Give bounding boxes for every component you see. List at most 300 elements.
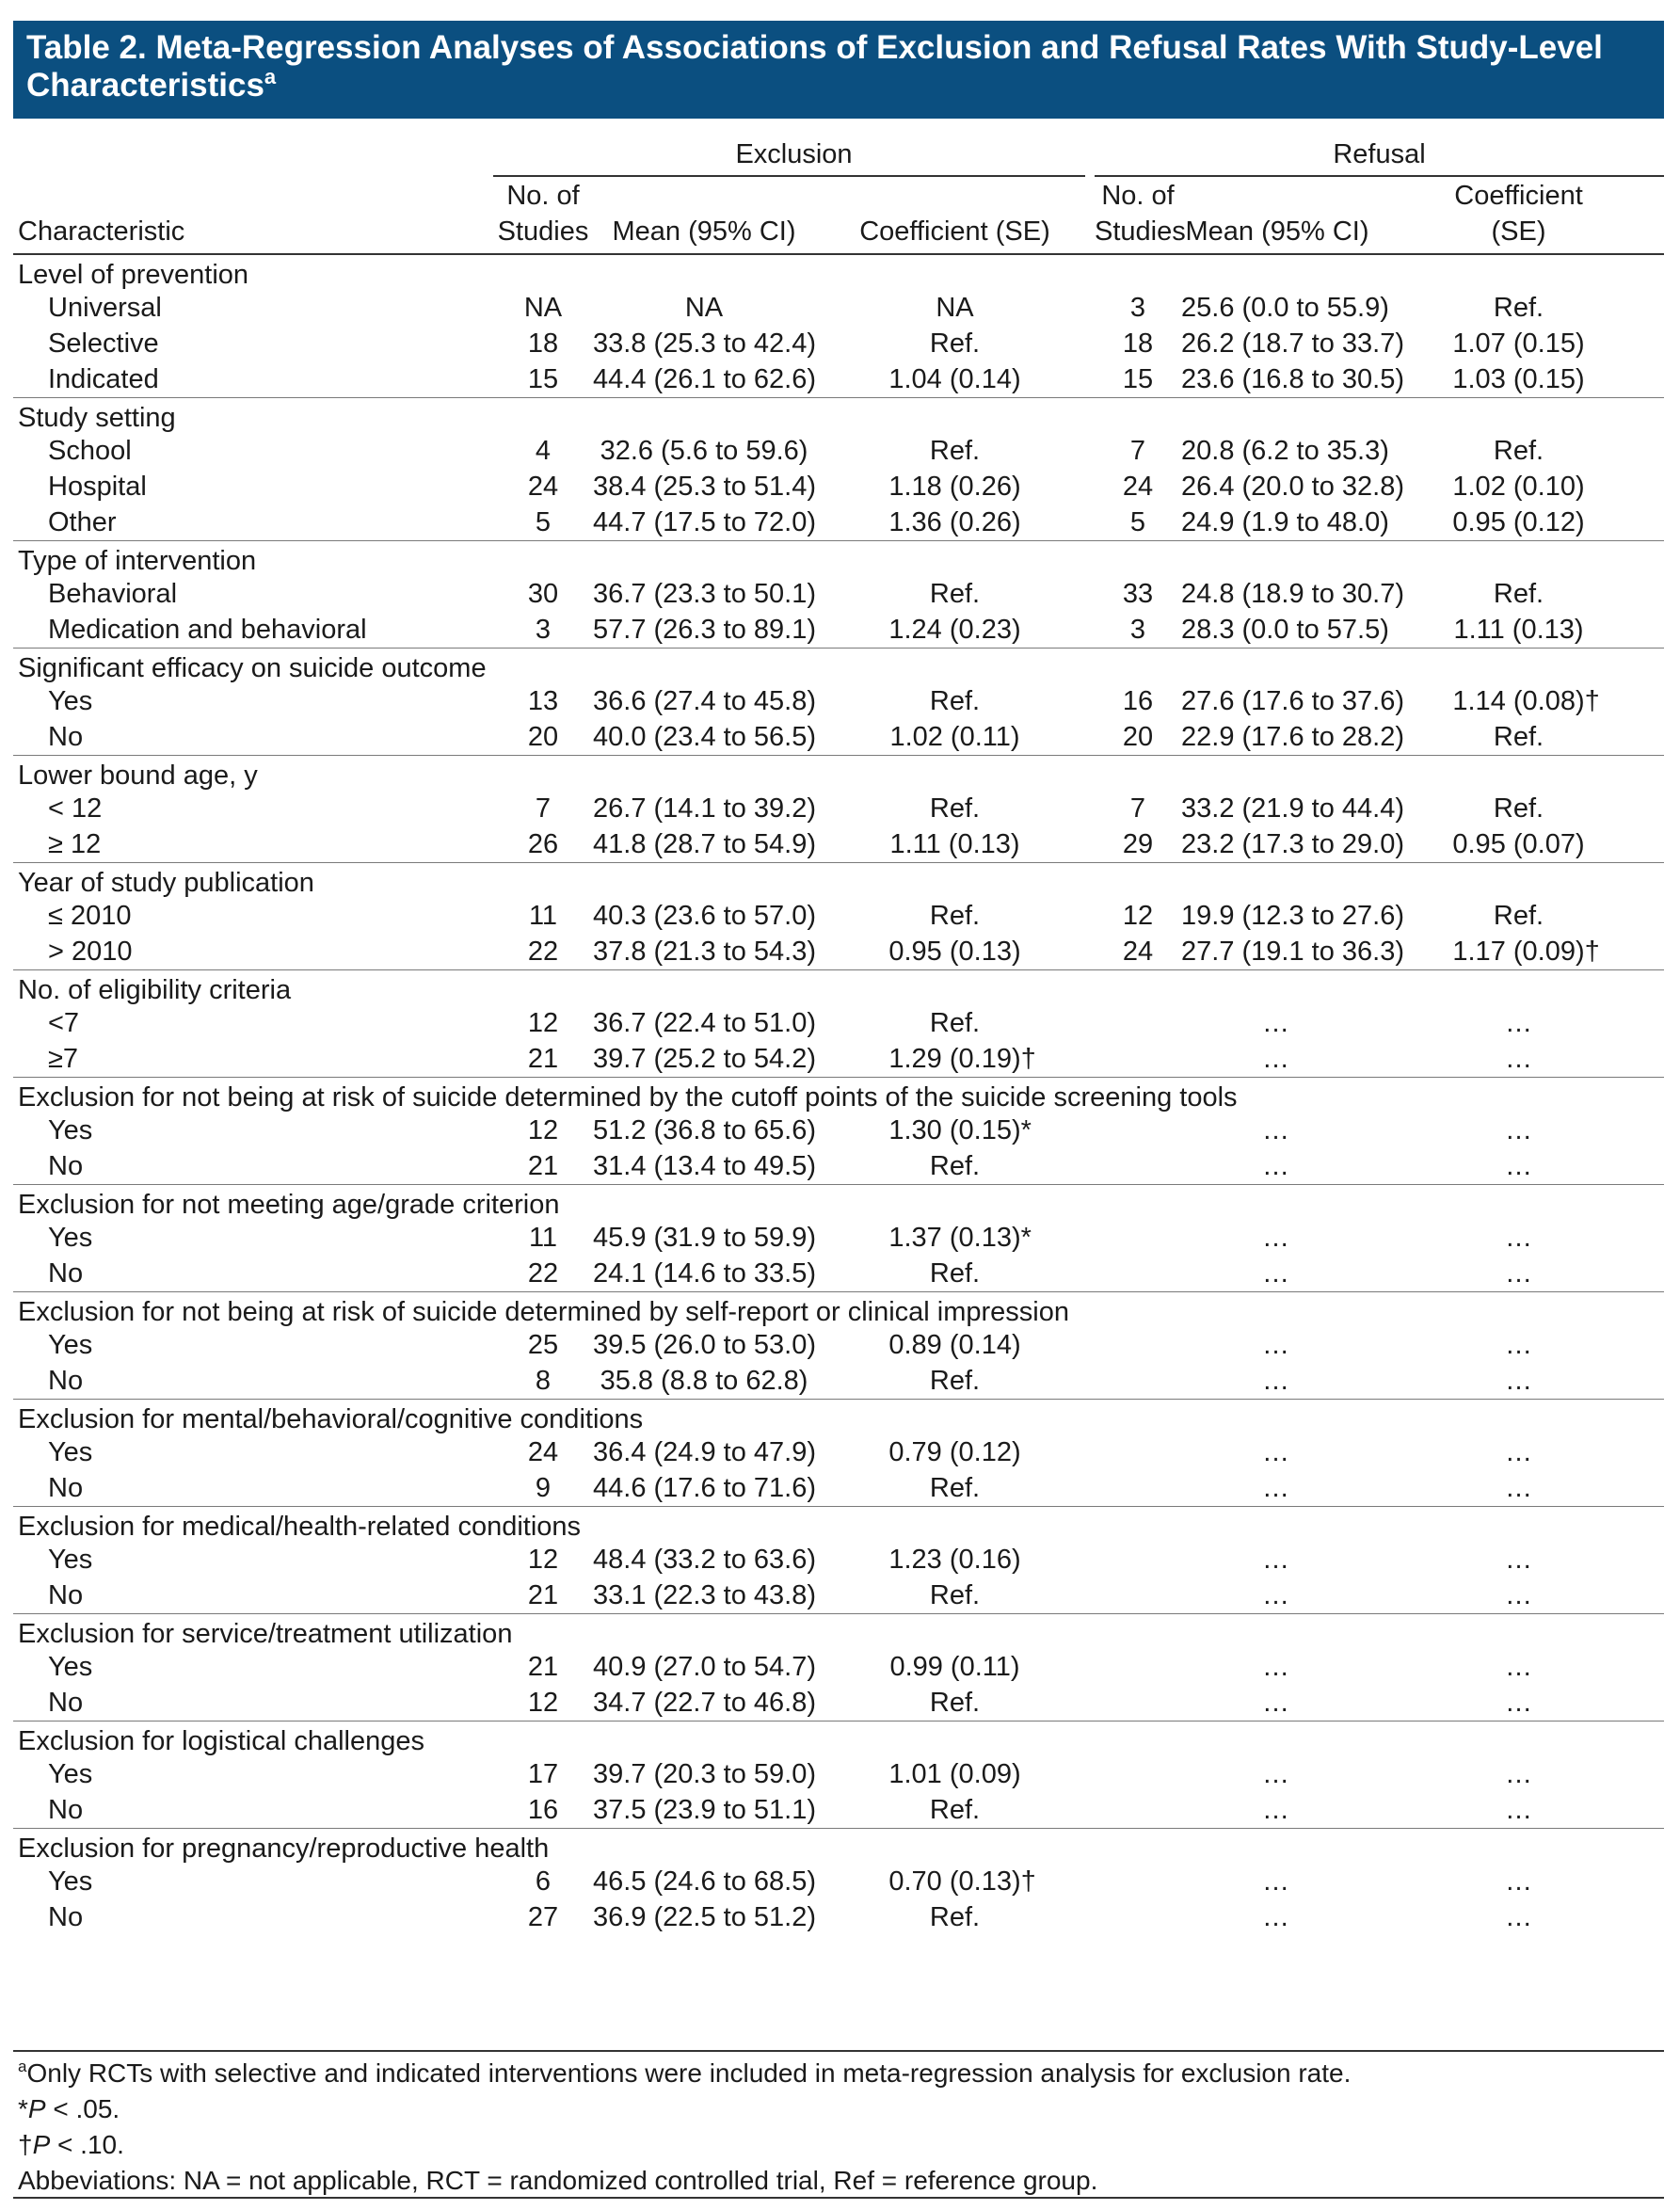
refusal-studies <box>1095 1005 1181 1041</box>
exclusion-mean: 35.8 (8.8 to 62.8) <box>600 1365 808 1396</box>
refusal-coefficient-wrap <box>1494 577 1544 611</box>
exclusion-coefficient-wrap <box>930 792 980 825</box>
refusal-studies <box>1095 1756 1181 1792</box>
table-row <box>13 1005 1664 1041</box>
refusal-coefficient-wrap <box>1505 1328 1532 1362</box>
exclusion-coefficient-wrap <box>930 899 980 933</box>
refusal-mean: 23.6 (16.8 to 30.5) <box>1181 363 1404 394</box>
exclusion-coefficient-value: 1.24 (0.23) <box>888 614 1021 645</box>
exclusion-coefficient-value: NA <box>936 293 974 323</box>
table-row <box>13 290 1664 326</box>
exclusion-studies: 25 <box>527 1330 559 1360</box>
exclusion-coefficient-wrap <box>930 684 980 718</box>
refusal-mean: … <box>1262 1902 1292 1932</box>
footnote-dagger <box>18 2127 1656 2163</box>
row-label: No <box>48 1687 84 1718</box>
refusal-mean: 25.6 (0.0 to 55.9) <box>1181 293 1389 323</box>
refusal-mean: 24.9 (1.9 to 48.0) <box>1181 506 1389 537</box>
exclusion-studies: 9 <box>535 1472 552 1503</box>
exclusion-coefficient-value: Ref. <box>929 1579 981 1610</box>
refusal-studies <box>1095 1041 1181 1077</box>
table-row <box>13 683 1664 719</box>
section-label: Level of prevention <box>18 260 249 290</box>
refusal-coefficient-value: … <box>1505 1330 1533 1360</box>
refusal-coefficient-wrap <box>1452 327 1584 360</box>
footnote-dagger-p: P <box>32 2130 51 2159</box>
table-title <box>13 21 1664 119</box>
footnote-abbreviations: Abbeviations: NA = not applicable, RCT = randomized controlled trial, Ref = reference group. <box>18 2166 1098 2195</box>
row-label: No <box>48 1150 84 1181</box>
refusal-coefficient <box>1373 791 1664 826</box>
exclusion-studies: 4 <box>535 436 552 466</box>
regression-table <box>13 134 1664 1935</box>
exclusion-coefficient-marker: † <box>1020 1043 1036 1074</box>
refusal-coefficient-value: 1.11 (0.13) <box>1453 614 1584 645</box>
exclusion-coefficient <box>815 504 1095 540</box>
exclusion-coefficient-value: 0.70 (0.13) <box>888 1866 1021 1897</box>
refusal-coefficient-wrap <box>1505 1650 1532 1684</box>
exclusion-mean: 31.4 (13.4 to 49.5) <box>593 1150 816 1181</box>
exclusion-coefficient <box>815 1363 1095 1399</box>
exclusion-mean: 57.7 (26.3 to 89.1) <box>593 614 816 645</box>
refusal-studies: 24 <box>1122 936 1154 967</box>
col-header-re-mean: Mean (95% CI) <box>1181 175 1373 254</box>
table-row <box>13 1434 1664 1470</box>
row-label: ≥ 12 <box>48 828 102 859</box>
refusal-coefficient <box>1373 1649 1664 1685</box>
refusal-coefficient <box>1373 361 1664 397</box>
exclusion-studies: 12 <box>527 1008 559 1038</box>
exclusion-coefficient-value: Ref. <box>929 328 981 359</box>
row-label: Yes <box>48 1652 93 1682</box>
exclusion-studies: 21 <box>527 1043 559 1074</box>
row-label: Yes <box>48 1330 93 1360</box>
section-label: Year of study publication <box>13 862 1664 898</box>
exclusion-coefficient-wrap <box>889 1650 1019 1684</box>
refusal-studies: 20 <box>1122 721 1154 752</box>
exclusion-coefficient-wrap <box>930 1149 980 1183</box>
refusal-studies <box>1095 1327 1181 1363</box>
exclusion-coefficient <box>815 1649 1095 1685</box>
refusal-coefficient <box>1373 290 1664 326</box>
refusal-coefficient <box>1373 326 1664 361</box>
row-label: No <box>48 1472 84 1503</box>
refusal-coefficient-value: … <box>1505 1008 1533 1038</box>
exclusion-coefficient-wrap <box>888 613 1020 647</box>
table-row <box>13 1113 1664 1148</box>
refusal-coefficient-wrap <box>1505 1113 1532 1147</box>
exclusion-mean: 34.7 (22.7 to 46.8) <box>593 1687 816 1718</box>
exclusion-coefficient-value: Ref. <box>929 686 981 716</box>
section-label: Lower bound age, y <box>13 755 1664 791</box>
exclusion-studies: 11 <box>528 1223 558 1253</box>
section-row <box>13 1828 1664 1864</box>
exclusion-studies: 12 <box>527 1687 559 1718</box>
refusal-mean: 24.8 (18.9 to 30.7) <box>1181 579 1404 609</box>
exclusion-mean: 46.5 (24.6 to 68.5) <box>593 1866 816 1897</box>
exclusion-studies: 21 <box>527 1652 559 1682</box>
refusal-coefficient-value: … <box>1505 1115 1533 1145</box>
refusal-mean: 26.2 (18.7 to 33.7) <box>1181 328 1404 359</box>
row-label: Indicated <box>48 363 159 394</box>
exclusion-coefficient <box>815 1220 1095 1256</box>
exclusion-coefficient-wrap <box>930 1686 980 1720</box>
exclusion-studies: 27 <box>527 1902 559 1932</box>
refusal-studies <box>1095 1649 1181 1685</box>
section-label: Exclusion for not being at risk of suicide determined by self-report or clinical impression <box>13 1291 1664 1327</box>
exclusion-mean: 44.7 (17.5 to 72.0) <box>593 506 816 537</box>
row-label: Yes <box>48 1437 93 1467</box>
table-row <box>13 1756 1664 1792</box>
refusal-coefficient <box>1373 1470 1664 1506</box>
col-header-ex-studies <box>493 175 593 254</box>
row-label: Yes <box>48 686 93 716</box>
footnote-dagger-text: < .10. <box>50 2130 124 2159</box>
section-label: Exclusion for not meeting age/grade criterion <box>13 1184 1664 1220</box>
exclusion-coefficient <box>815 576 1095 612</box>
refusal-coefficient <box>1373 1542 1664 1577</box>
refusal-coefficient-wrap <box>1494 792 1544 825</box>
exclusion-studies: 12 <box>527 1545 559 1575</box>
refusal-coefficient <box>1373 1434 1664 1470</box>
exclusion-coefficient <box>815 791 1095 826</box>
exclusion-coefficient <box>815 290 1095 326</box>
exclusion-coefficient <box>815 1256 1095 1291</box>
section-label: Exclusion for logistical challenges <box>13 1721 1664 1756</box>
refusal-studies: 5 <box>1129 506 1146 537</box>
refusal-coefficient-value: … <box>1505 1223 1533 1253</box>
exclusion-coefficient-value: Ref. <box>929 579 981 609</box>
refusal-mean: … <box>1262 1866 1292 1897</box>
refusal-coefficient <box>1373 1756 1664 1792</box>
exclusion-coefficient-value: 1.11 (0.13) <box>889 828 1020 859</box>
page-end-rule <box>13 2197 1664 2199</box>
refusal-mean: 27.6 (17.6 to 37.6) <box>1181 686 1404 716</box>
row-label: Hospital <box>48 472 147 502</box>
exclusion-studies: 26 <box>527 828 559 859</box>
refusal-mean: … <box>1262 1257 1292 1289</box>
refusal-coefficient <box>1373 826 1664 862</box>
table-row <box>13 612 1664 648</box>
exclusion-coefficient-value: 1.30 (0.15) <box>888 1115 1021 1145</box>
refusal-mean: … <box>1262 1008 1292 1038</box>
refusal-mean: 23.2 (17.3 to 29.0) <box>1181 828 1404 859</box>
exclusion-mean: 44.6 (17.6 to 71.6) <box>593 1472 816 1503</box>
exclusion-coefficient-value: 1.02 (0.11) <box>889 721 1020 752</box>
refusal-mean: 22.9 (17.6 to 28.2) <box>1181 721 1404 752</box>
row-label: Universal <box>48 293 162 323</box>
refusal-studies: 16 <box>1122 686 1154 716</box>
exclusion-studies: 15 <box>527 363 559 394</box>
footnotes <box>18 2056 1656 2199</box>
refusal-coefficient <box>1373 1864 1664 1899</box>
refusal-coefficient-value: … <box>1505 1759 1533 1789</box>
section-row <box>13 1291 1664 1327</box>
refusal-coefficient-value: … <box>1505 1043 1533 1074</box>
exclusion-coefficient <box>815 361 1095 397</box>
footnote-dagger-marker: † <box>18 2130 33 2159</box>
exclusion-coefficient-wrap <box>936 291 973 325</box>
exclusion-coefficient-value: 1.29 (0.19) <box>888 1043 1021 1074</box>
exclusion-mean: 32.6 (5.6 to 59.6) <box>600 436 808 466</box>
refusal-coefficient <box>1373 1685 1664 1721</box>
refusal-coefficient <box>1373 1327 1664 1363</box>
exclusion-coefficient <box>815 1577 1095 1613</box>
refusal-coefficient-value: 0.95 (0.12) <box>1452 506 1585 537</box>
refusal-studies <box>1095 1542 1181 1577</box>
refusal-coefficient-wrap <box>1505 1221 1532 1255</box>
refusal-mean: 33.2 (21.9 to 44.4) <box>1181 793 1404 824</box>
exclusion-studies: 18 <box>527 328 559 359</box>
exclusion-coefficient-wrap <box>930 1793 980 1827</box>
table-row <box>13 1327 1664 1363</box>
exclusion-coefficient <box>815 683 1095 719</box>
refusal-coefficient-value: … <box>1505 1794 1533 1825</box>
refusal-studies: 24 <box>1122 472 1154 502</box>
footnote-a-text: Only RCTs with selective and indicated interventions were included in meta-regression analysis for exclusion rate. <box>26 2058 1352 2088</box>
exclusion-coefficient-marker: * <box>1020 1115 1032 1145</box>
group-header-exclusion: Exclusion <box>493 134 1095 175</box>
refusal-coefficient-value: … <box>1505 1472 1533 1503</box>
section-label: Exclusion for service/treatment utilization <box>13 1613 1664 1649</box>
refusal-coefficient-wrap <box>1505 1865 1532 1898</box>
section-row <box>13 862 1664 898</box>
refusal-coefficient-value: Ref. <box>1493 436 1544 466</box>
footnote-star-p: P <box>27 2094 46 2123</box>
refusal-coefficient-wrap <box>1505 1793 1532 1827</box>
table-title-footnote-marker: a <box>264 65 277 88</box>
exclusion-coefficient <box>815 1899 1095 1935</box>
table-row <box>13 326 1664 361</box>
col-header-re-studies-l2: Studies <box>1095 216 1186 247</box>
table-title-text: Table 2. Meta-Regression Analyses of Associations of Exclusion and Refusal Rates With Study-Level Characteristics <box>26 29 1603 104</box>
exclusion-mean: 45.9 (31.9 to 59.9) <box>593 1223 816 1253</box>
refusal-coefficient-wrap <box>1494 720 1544 754</box>
refusal-coefficient-wrap <box>1452 684 1600 718</box>
exclusion-coefficient <box>815 1864 1095 1899</box>
refusal-coefficient-wrap <box>1453 613 1583 647</box>
exclusion-mean: 40.3 (23.6 to 57.0) <box>593 901 816 931</box>
refusal-coefficient-wrap <box>1505 1149 1532 1183</box>
exclusion-mean: 36.7 (23.3 to 50.1) <box>593 579 816 609</box>
refusal-coefficient <box>1373 1220 1664 1256</box>
exclusion-coefficient <box>815 1434 1095 1470</box>
exclusion-mean: 51.2 (36.8 to 65.6) <box>593 1115 816 1145</box>
exclusion-coefficient-wrap <box>930 1006 980 1040</box>
row-label: ≤ 2010 <box>48 901 132 931</box>
exclusion-studies: 21 <box>527 1579 559 1610</box>
exclusion-studies: 24 <box>527 1437 559 1467</box>
row-label: No <box>48 1902 84 1932</box>
exclusion-studies: 3 <box>535 614 552 645</box>
table-row <box>13 1864 1664 1899</box>
exclusion-coefficient-value: Ref. <box>929 793 981 824</box>
col-header-re-coef-l2: (SE) <box>1491 216 1546 247</box>
exclusion-studies: 24 <box>527 472 559 502</box>
exclusion-mean: 39.5 (26.0 to 53.0) <box>593 1330 816 1360</box>
row-label: > 2010 <box>48 936 133 967</box>
row-label: Yes <box>48 1223 93 1253</box>
exclusion-coefficient-value: Ref. <box>929 1902 981 1932</box>
refusal-coefficient <box>1373 1899 1664 1935</box>
refusal-coefficient-wrap <box>1505 1686 1532 1720</box>
exclusion-coefficient-wrap <box>930 434 980 468</box>
table-row <box>13 1363 1664 1399</box>
refusal-coefficient-marker: † <box>1584 936 1600 967</box>
exclusion-studies: 8 <box>535 1365 552 1396</box>
exclusion-coefficient-value: Ref. <box>929 1472 981 1503</box>
exclusion-coefficient <box>815 1005 1095 1041</box>
refusal-coefficient-wrap <box>1505 1578 1532 1612</box>
section-label: No. of eligibility criteria <box>13 969 1664 1005</box>
refusal-studies: 12 <box>1122 901 1154 931</box>
exclusion-studies: 16 <box>527 1794 559 1825</box>
exclusion-mean: 41.8 (28.7 to 54.9) <box>593 828 816 859</box>
exclusion-coefficient-value: 1.37 (0.13) <box>888 1223 1021 1253</box>
refusal-mean: … <box>1262 1437 1292 1467</box>
refusal-mean: 26.4 (20.0 to 32.8) <box>1181 472 1404 502</box>
exclusion-mean: 37.5 (23.9 to 51.1) <box>593 1794 816 1825</box>
exclusion-coefficient-value: Ref. <box>929 1257 981 1289</box>
col-header-re-studies-l1: No. of <box>1101 181 1175 211</box>
section-label: Exclusion for not being at risk of suicide determined by the cutoff points of the suicide screening tools <box>13 1077 1664 1113</box>
exclusion-mean: 39.7 (25.2 to 54.2) <box>593 1043 816 1074</box>
refusal-coefficient-wrap <box>1505 1006 1532 1040</box>
refusal-coefficient-value: … <box>1505 1866 1533 1897</box>
exclusion-coefficient-wrap <box>888 1113 1032 1147</box>
footnote-a <box>18 2056 1656 2091</box>
table-row <box>13 1542 1664 1577</box>
table-row <box>13 504 1664 540</box>
exclusion-coefficient-value: Ref. <box>929 901 981 931</box>
refusal-coefficient-value: 1.03 (0.15) <box>1452 363 1585 394</box>
exclusion-coefficient-wrap <box>930 1257 980 1290</box>
section-label: Study setting <box>13 397 1664 433</box>
row-label: No <box>48 1365 84 1396</box>
refusal-studies <box>1095 1685 1181 1721</box>
refusal-coefficient <box>1373 1792 1664 1828</box>
refusal-coefficient-value: Ref. <box>1493 293 1544 323</box>
table-row <box>13 1685 1664 1721</box>
row-label: Yes <box>48 1866 93 1897</box>
exclusion-mean: NA <box>684 293 724 323</box>
table-bottom-rule <box>13 2050 1664 2052</box>
exclusion-coefficient-value: Ref. <box>929 1008 981 1038</box>
exclusion-coefficient <box>815 826 1095 862</box>
table-row <box>13 1577 1664 1613</box>
refusal-coefficient-wrap <box>1494 291 1544 325</box>
refusal-coefficient-value: 1.14 (0.08) <box>1452 686 1585 716</box>
section-label: Significant efficacy on suicide outcome <box>13 648 1664 683</box>
table-row <box>13 576 1664 612</box>
row-label: No <box>48 1794 84 1825</box>
refusal-coefficient-value: … <box>1505 1545 1533 1575</box>
exclusion-studies: 30 <box>527 579 559 609</box>
section-label: Exclusion for medical/health-related conditions <box>13 1506 1664 1542</box>
exclusion-coefficient-value: 0.79 (0.12) <box>888 1437 1021 1467</box>
exclusion-studies: 6 <box>535 1866 552 1897</box>
refusal-mean: … <box>1262 1472 1292 1503</box>
refusal-coefficient-value: … <box>1505 1150 1533 1181</box>
refusal-coefficient-value: … <box>1505 1902 1533 1932</box>
refusal-mean: 27.7 (19.1 to 36.3) <box>1181 936 1404 967</box>
refusal-studies <box>1095 1256 1181 1291</box>
col-header-ex-studies-l1: No. of <box>506 181 580 211</box>
col-header-ex-studies-l2: Studies <box>497 216 589 247</box>
footnote-star <box>18 2091 1656 2127</box>
exclusion-mean: 40.0 (23.4 to 56.5) <box>593 721 816 752</box>
refusal-studies <box>1095 1899 1181 1935</box>
section-row <box>13 254 1664 290</box>
group-header-refusal: Refusal <box>1095 134 1664 175</box>
exclusion-mean: 44.4 (26.1 to 62.6) <box>593 363 816 394</box>
row-label: No <box>48 721 84 752</box>
col-header-characteristic: Characteristic <box>13 175 493 254</box>
table-body <box>13 254 1664 1935</box>
exclusion-mean: 33.8 (25.3 to 42.4) <box>593 328 816 359</box>
refusal-studies: 33 <box>1122 579 1154 609</box>
exclusion-coefficient <box>815 719 1095 755</box>
refusal-coefficient-value: 1.07 (0.15) <box>1452 328 1585 359</box>
refusal-coefficient-wrap <box>1505 1042 1532 1076</box>
section-row <box>13 755 1664 791</box>
refusal-mean: … <box>1262 1115 1292 1145</box>
refusal-studies: 3 <box>1129 293 1146 323</box>
refusal-coefficient-value: Ref. <box>1493 901 1544 931</box>
refusal-coefficient <box>1373 683 1664 719</box>
table-row <box>13 1792 1664 1828</box>
exclusion-coefficient-wrap <box>888 1221 1032 1255</box>
footnote-star-marker: * <box>18 2094 28 2123</box>
row-label: Behavioral <box>48 579 178 609</box>
row-label: No <box>48 1579 84 1610</box>
table-row <box>13 1899 1664 1935</box>
exclusion-coefficient-wrap <box>930 1900 980 1934</box>
refusal-studies <box>1095 1864 1181 1899</box>
exclusion-coefficient-value: 1.01 (0.09) <box>888 1759 1021 1789</box>
refusal-mean: 20.8 (6.2 to 35.3) <box>1181 436 1389 466</box>
exclusion-coefficient-value: Ref. <box>929 1687 981 1718</box>
exclusion-mean: 26.7 (14.1 to 39.2) <box>593 793 816 824</box>
refusal-mean: 19.9 (12.3 to 27.6) <box>1181 901 1404 931</box>
refusal-coefficient-value: … <box>1505 1437 1533 1467</box>
exclusion-coefficient-marker: * <box>1020 1223 1032 1253</box>
refusal-coefficient-wrap <box>1505 1471 1532 1505</box>
refusal-studies <box>1095 1470 1181 1506</box>
refusal-coefficient-value: 1.17 (0.09) <box>1452 936 1585 967</box>
refusal-studies <box>1095 1434 1181 1470</box>
refusal-coefficient <box>1373 576 1664 612</box>
exclusion-coefficient-value: Ref. <box>929 1150 981 1181</box>
section-row <box>13 969 1664 1005</box>
exclusion-studies: 22 <box>527 936 559 967</box>
exclusion-coefficient-value: 0.95 (0.13) <box>888 936 1021 967</box>
refusal-studies <box>1095 1220 1181 1256</box>
refusal-coefficient <box>1373 1256 1664 1291</box>
footnote-a-marker: a <box>18 2058 27 2075</box>
exclusion-coefficient <box>815 1685 1095 1721</box>
refusal-coefficient <box>1373 719 1664 755</box>
exclusion-coefficient <box>815 1041 1095 1077</box>
column-header-row <box>13 175 1664 254</box>
refusal-coefficient-value: … <box>1505 1652 1533 1682</box>
refusal-coefficient <box>1373 504 1664 540</box>
section-row <box>13 1184 1664 1220</box>
exclusion-coefficient-wrap <box>930 577 980 611</box>
exclusion-studies: 5 <box>535 506 552 537</box>
refusal-mean: … <box>1262 1652 1292 1682</box>
refusal-mean: … <box>1262 1759 1292 1789</box>
